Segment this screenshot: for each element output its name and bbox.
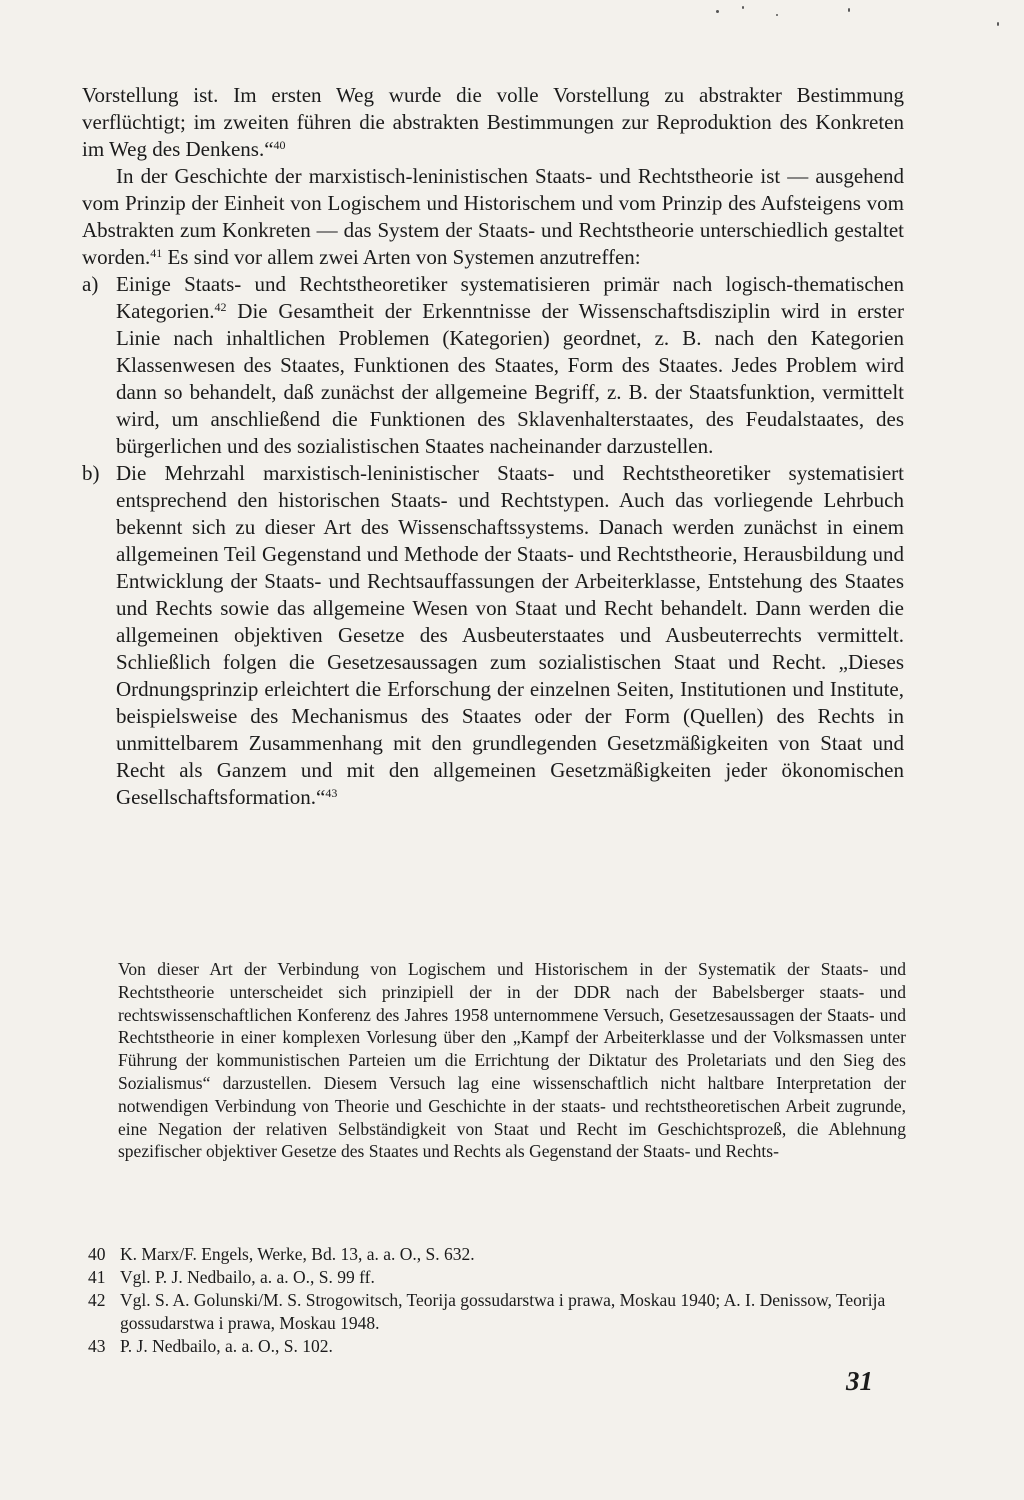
list-item-b xyxy=(82,460,904,811)
scan-speck xyxy=(716,10,719,13)
small-print-paragraph xyxy=(118,958,906,1163)
list-item-a-text-cont: Die Gesamtheit der Erkenntnisse der Wissenschaftsdisziplin wird in erster Linie nach inhaltlichen Problemen (Kategorien) geordnet, z. B. nach den Kategorien Klassenwesen des Staates, Funktionen des Staates, Form des Staates. Jedes Problem wird dann so behandelt, daß zunächst der allgemeine Begriff, z. B. der Staatsfunktion, vermittelt wird, um anschließend die Funktionen des Sklavenhalterstaates, des Feudalstaates, des bürgerlichen und des sozialistischen Staates nacheinander darzustellen. xyxy=(116,299,904,458)
footnote-number: 40 xyxy=(88,1244,106,1264)
list-item-a xyxy=(82,271,904,460)
footnote-text: K. Marx/F. Engels, Werke, Bd. 13, a. a. O., S. 632. xyxy=(120,1244,475,1264)
main-text xyxy=(82,82,904,811)
footnote-ref-40: 40 xyxy=(273,138,286,152)
list-marker-b: b) xyxy=(82,461,100,485)
footnotes xyxy=(88,1243,906,1358)
small-print-text: Von dieser Art der Verbindung von Logischem und Historischem in der Systematik der Staats- und Rechtstheorie unterscheidet sich prinzipiell der in der DDR nach der Babelsberger staats- und rechtswissenschaftlichen Konferenz des Jahres 1958 unternommene Versuch, Gesetzesaussagen der Staats- und Rechtstheorie in einer komplexen Vorlesung über den „Kampf der Arbeiterklasse und der Volksmassen unter Führung der kommunistischen Parteien um die Errichtung der Diktatur des Proletariats und den Sieg des Sozialismus“ darzustellen. Diesem Versuch lag eine wissenschaftlich nicht haltbare Interpretation der notwendigen Verbindung von Theorie und Geschichte in der staats- und rechtstheoretischen Arbeit zugrunde, eine Negation der relativen Selbständigkeit von Staat und Recht im Geschichtsprozeß, die Ablehnung spezifischer objektiver Gesetze des Staates und Rechts als Gegenstand der Staats- und Rechts- xyxy=(118,959,906,1162)
footnote-ref-43: 43 xyxy=(325,786,338,800)
scan-speck xyxy=(742,6,744,9)
footnote-42 xyxy=(88,1289,906,1335)
footnote-41 xyxy=(88,1266,906,1289)
list-item-b-text: Die Mehrzahl marxistisch-leninistischer Staats- und Rechtstheoretiker systematisiert entsprechend den historischen Staats- und Rechtstypen. Auch das vorliegende Lehrbuch bekennt sich zu dieser Art des Wissenschaftssystems. Danach werden zunächst in einem allgemeinen Teil Gegenstand und Methode der Staats- und Rechtstheorie, Herausbildung und Entwicklung der Staats- und Rechtsauffassungen der Arbeiterklasse, Entstehung des Staates und Rechts sowie das allgemeine Wesen von Staat und Recht behandelt. Dann werden die allgemeinen objektiven Gesetze des Ausbeuterstaates und Ausbeuterrechts vermittelt. Schließlich folgen die Gesetzesaussagen zum sozialistischen Staat und Recht. „Dieses Ordnungsprinzip erleichtert die Erforschung der einzelnen Seiten, Institutionen und Institute, beispielsweise des Mechanismus des Staates oder der Form (Quellen) des Rechts in unmittelbarem Zusammenhang mit den grundlegenden Gesetzmäßigkeiten von Staat und Recht als Ganzem und mit den allgemeinen Gesetzmäßigkeiten jeder ökonomischen Gesellschaftsformation.“ xyxy=(116,461,904,809)
footnote-number: 41 xyxy=(88,1267,106,1287)
footnote-ref-41: 41 xyxy=(150,246,163,260)
footnote-40 xyxy=(88,1243,906,1266)
scan-speck xyxy=(848,8,850,12)
footnote-number: 42 xyxy=(88,1290,106,1310)
list-marker-a: a) xyxy=(82,272,99,296)
paragraph-1-text: Vorstellung ist. Im ersten Weg wurde die volle Vorstellung zu abstrakter Bestimmung verflüchtigt; im zweiten führen die abstrakten Bestimmungen zur Reproduktion des Konkreten im Weg des Denkens.“ xyxy=(82,83,904,161)
footnote-43 xyxy=(88,1335,906,1358)
footnote-text: Vgl. P. J. Nedbailo, a. a. O., S. 99 ff. xyxy=(120,1267,375,1287)
paragraph-1 xyxy=(82,82,904,163)
footnote-number: 43 xyxy=(88,1336,106,1356)
footnote-text: Vgl. S. A. Golunski/M. S. Strogowitsch, Teorija gossudarstwa i prawa, Moskau 1940; A. I. Denissow, Teorija gossudarstwa i prawa, Moskau 1948. xyxy=(120,1290,886,1333)
paragraph-2-text-cont: Es sind vor allem zwei Arten von Systemen anzutreffen: xyxy=(162,245,641,269)
list-item-a-text: Einige Staats- und Rechtstheoretiker systematisieren primär nach logisch-thematischen Kategorien. xyxy=(116,272,904,323)
scan-speck xyxy=(997,22,999,26)
paragraph-2-text: In der Geschichte der marxistisch-leninistischen Staats- und Rechtstheorie ist — ausgehend vom Prinzip der Einheit von Logischem und Historischem und vom Prinzip des Aufsteigens vom Abstrakten zum Konkreten — das System der Staats- und Rechtstheorie unterschiedlich gestaltet worden. xyxy=(82,164,904,269)
page-number: 31 xyxy=(846,1366,873,1396)
scan-speck xyxy=(776,14,778,16)
paragraph-2 xyxy=(82,163,904,271)
footnote-text: P. J. Nedbailo, a. a. O., S. 102. xyxy=(120,1336,333,1356)
footnote-ref-42: 42 xyxy=(214,300,227,314)
